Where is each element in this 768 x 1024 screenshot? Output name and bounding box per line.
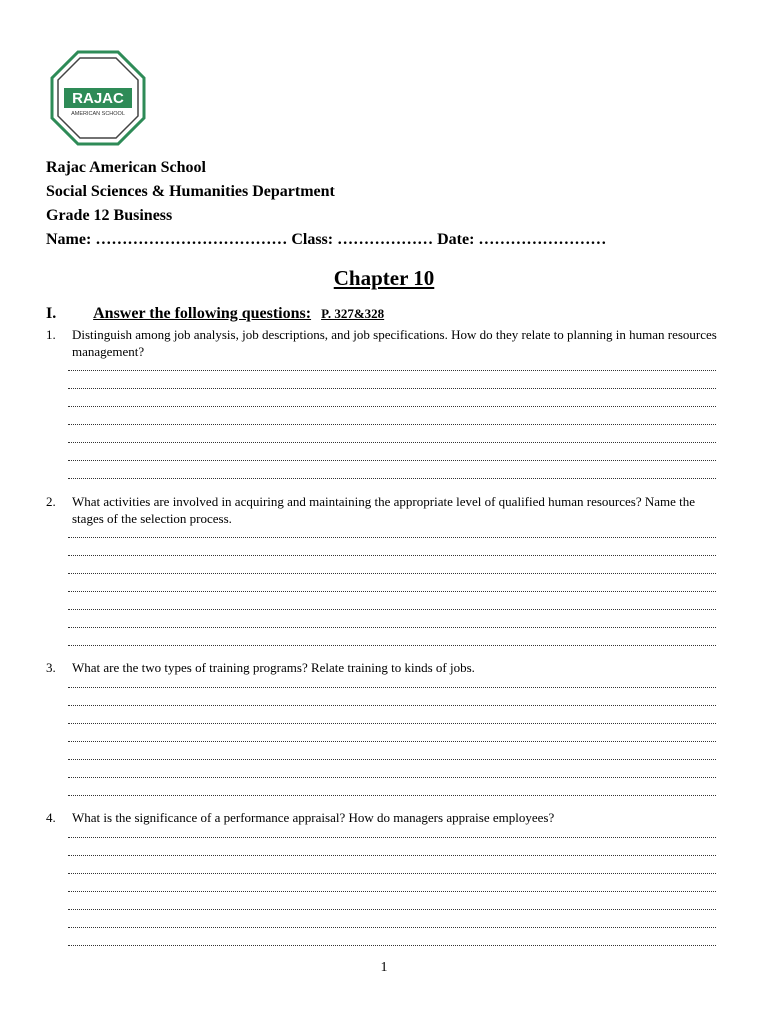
answer-line[interactable]	[68, 873, 716, 874]
answer-line[interactable]	[68, 705, 716, 706]
question-4	[46, 809, 718, 826]
question-number: 4.	[46, 810, 56, 825]
answer-line[interactable]	[68, 573, 716, 574]
answer-line[interactable]	[68, 945, 716, 946]
page-number: 1	[380, 960, 388, 975]
answer-line[interactable]	[68, 795, 716, 796]
question-text: What is the significance of a performance appraisal? How do managers appraise employees?	[72, 810, 555, 825]
answer-line[interactable]	[68, 723, 716, 724]
answer-line[interactable]	[68, 442, 716, 443]
question-number: 2.	[46, 494, 56, 509]
answer-line[interactable]	[68, 478, 716, 479]
section-number: I.	[46, 305, 57, 322]
answer-line[interactable]	[68, 537, 716, 538]
question-3	[46, 659, 718, 676]
school-name: Rajac American School	[46, 159, 206, 176]
section-heading	[46, 305, 384, 323]
answer-line[interactable]	[68, 424, 716, 425]
answer-line[interactable]	[68, 687, 716, 688]
answer-line[interactable]	[68, 645, 716, 646]
answer-line[interactable]	[68, 741, 716, 742]
answer-line[interactable]	[68, 370, 716, 371]
answer-line[interactable]	[68, 555, 716, 556]
answer-line[interactable]	[68, 927, 716, 928]
question-text: What are the two types of training programs? Relate training to kinds of jobs.	[72, 660, 475, 675]
answer-line[interactable]	[68, 591, 716, 592]
answer-line[interactable]	[68, 837, 716, 838]
logo-subtext: AMERICAN SCHOOL	[71, 111, 125, 117]
name-class-date-line: Name: ……………………………… Class: ……………… Date: ……………………	[46, 231, 607, 248]
answer-line[interactable]	[68, 609, 716, 610]
section-title: Answer the following questions:	[93, 305, 312, 322]
answer-line[interactable]	[68, 460, 716, 461]
answer-line[interactable]	[68, 406, 716, 407]
answer-line[interactable]	[68, 627, 716, 628]
answer-line[interactable]	[68, 891, 716, 892]
logo-text: RAJAC	[72, 90, 124, 107]
school-logo	[50, 50, 146, 146]
question-2	[46, 493, 718, 527]
answer-line[interactable]	[68, 388, 716, 389]
chapter-title: Chapter 10	[333, 266, 435, 290]
answer-line[interactable]	[68, 759, 716, 760]
department-name: Social Sciences & Humanities Department	[46, 183, 335, 200]
grade-subject: Grade 12 Business	[46, 207, 173, 224]
question-1	[46, 326, 718, 360]
document-header	[46, 156, 726, 252]
question-number: 1.	[46, 327, 56, 342]
answer-line[interactable]	[68, 909, 716, 910]
answer-line[interactable]	[68, 777, 716, 778]
question-text: What activities are involved in acquiring and maintaining the appropriate level of qualified human resources? Name the stages of the selection process.	[72, 494, 696, 526]
answer-line[interactable]	[68, 855, 716, 856]
question-number: 3.	[46, 660, 56, 675]
school-logo-graphic	[50, 50, 146, 146]
question-text: Distinguish among job analysis, job descriptions, and job specifications. How do they relate to planning in human resources management?	[72, 327, 717, 359]
section-pages: P. 327&328	[321, 306, 385, 321]
